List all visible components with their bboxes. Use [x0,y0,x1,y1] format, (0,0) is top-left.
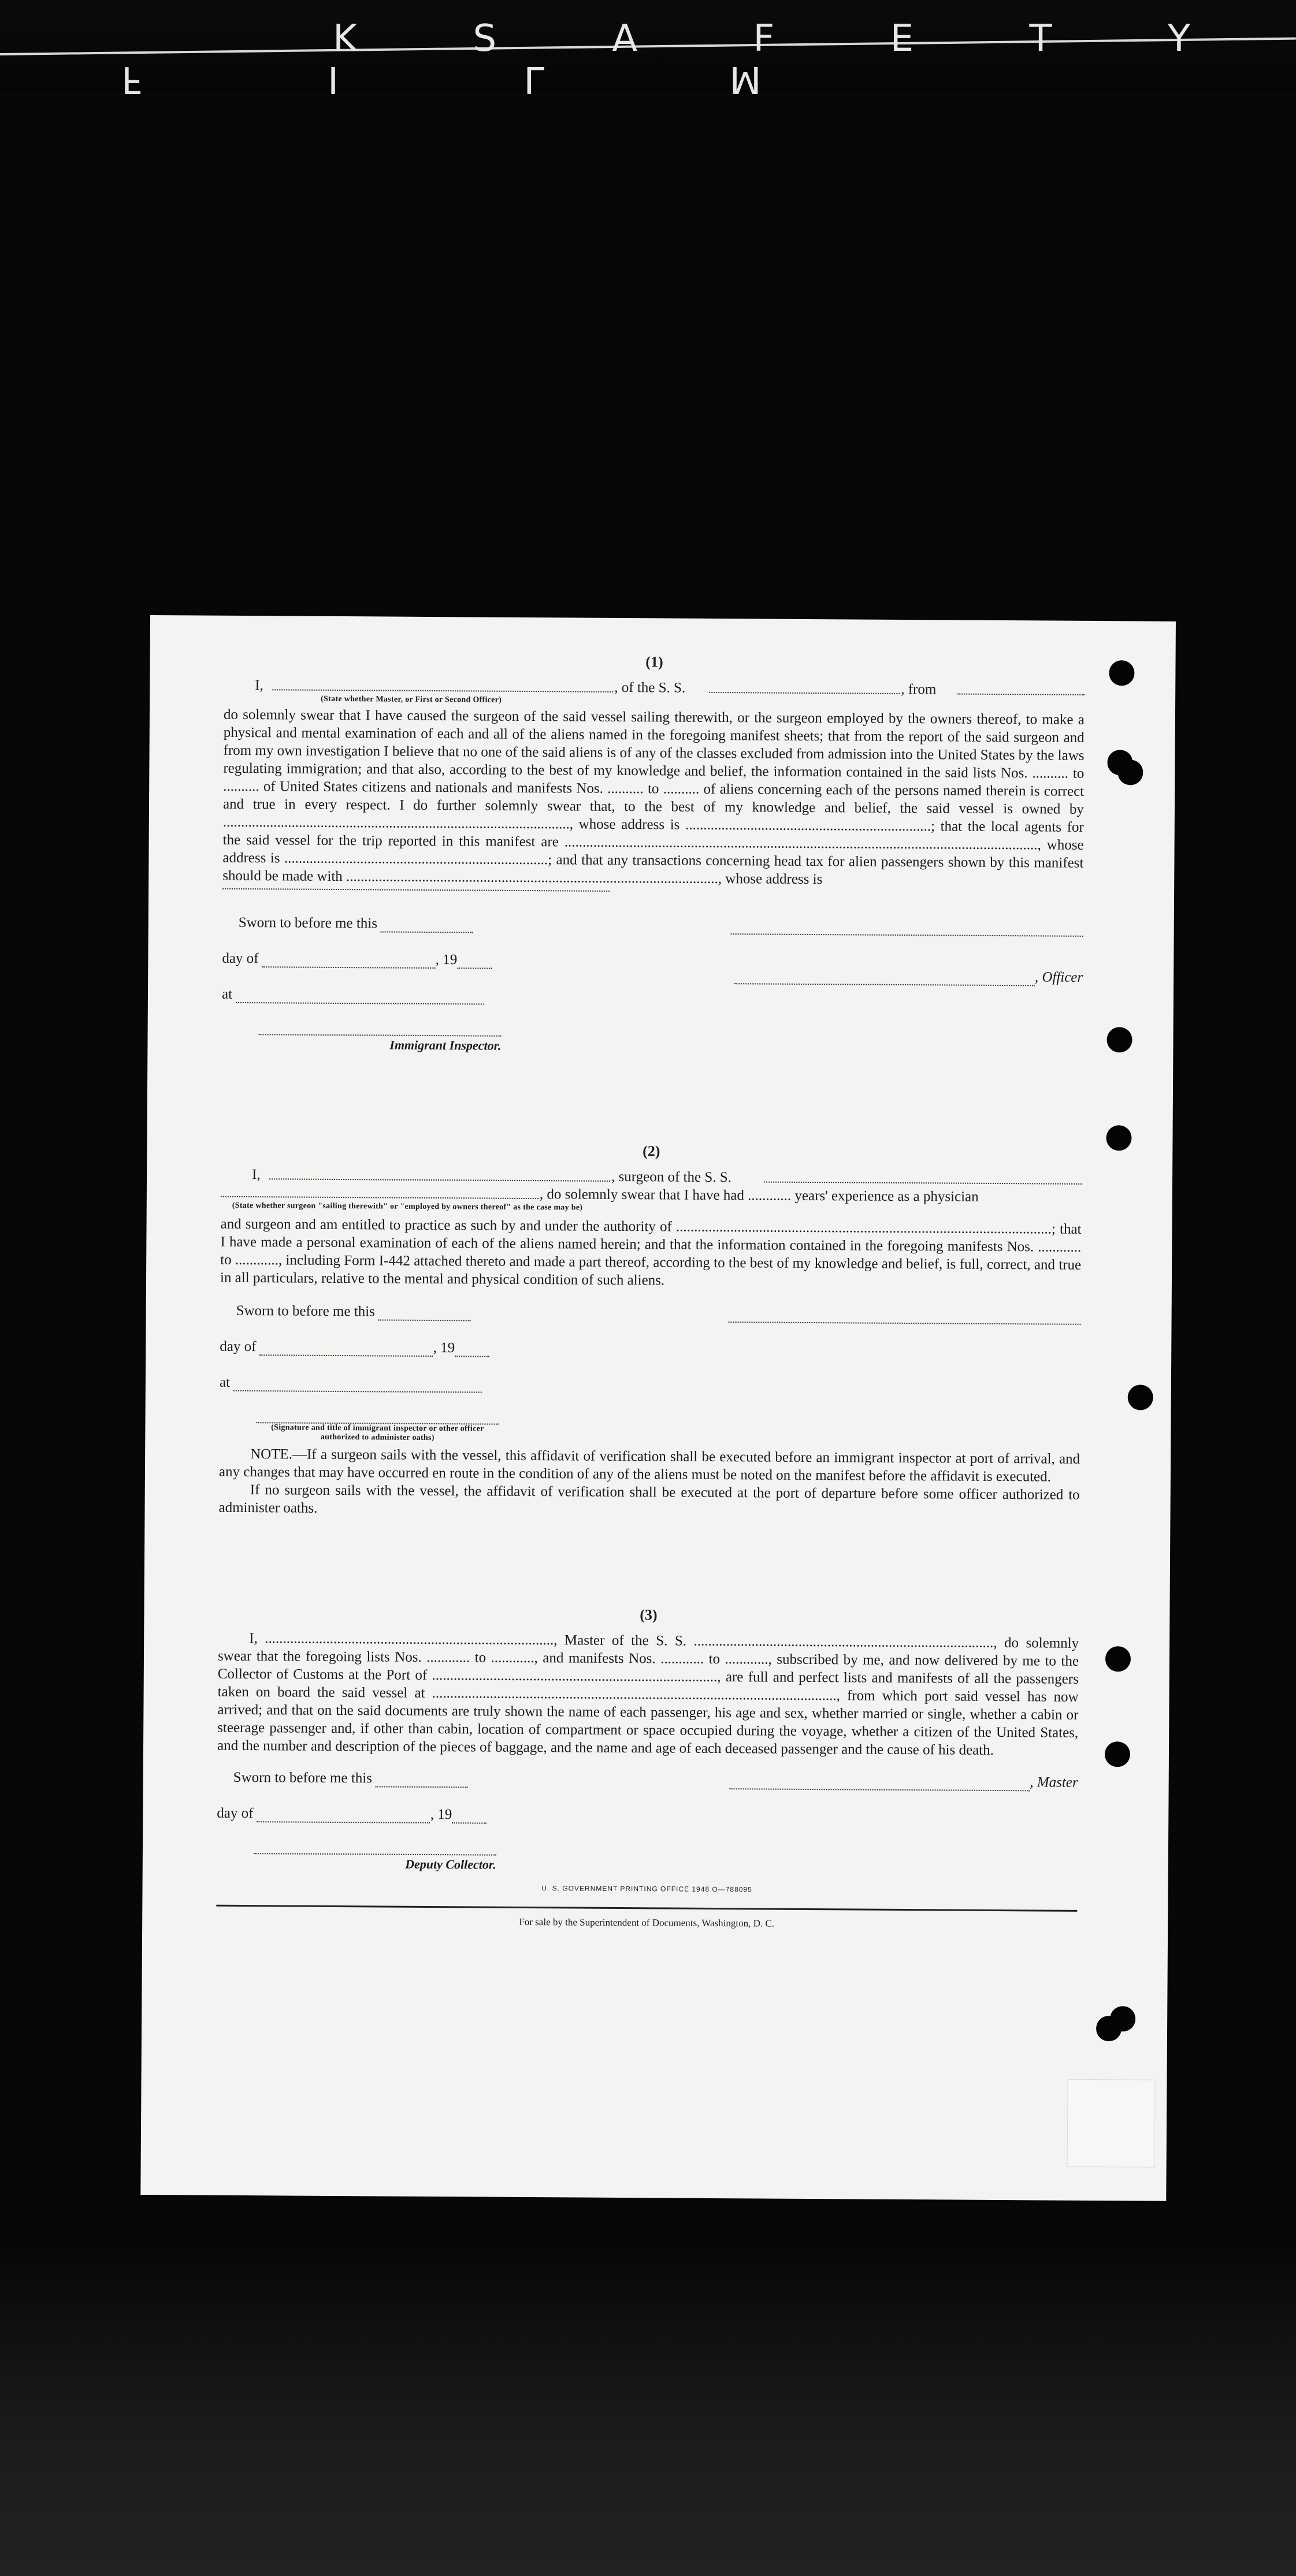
film-edge-markings [121,17,1277,100]
day-of-label: day of [220,1338,257,1355]
at-label: at [219,1374,231,1390]
film-bottom-area [0,2253,1296,2576]
section-2-at-row [220,1373,1080,1414]
note-1: NOTE.—If a surgeon sails with the vessel, this affidavit of verification shall be executed before an immigrant inspector at port of arrival, and any changes that may have occurred en route in the condition of any of the aliens must be noted on the manifest before the affidavit is executed. [218,1446,1080,1485]
film-top-marks: K S A F E T Y [333,17,1242,60]
year-blank [452,1810,487,1823]
surgeon-vessel-blank [764,1169,1082,1185]
punch-hole [1128,1384,1153,1410]
punch-hole [1105,1741,1130,1767]
collector-signature-blank [254,1840,496,1856]
note-2: If no surgeon sails with the vessel, the affidavit of verification shall be executed at the port of departure before some officer authorized to administer oaths. [218,1482,1080,1516]
punch-hole [1117,760,1143,785]
master-signature-blank [729,1775,1030,1791]
faint-stamp [1067,2079,1156,2168]
year-blank [455,1343,489,1357]
collector-signature [254,1840,496,1874]
officer-title-blank [734,970,1035,986]
at-label: at [221,986,233,1002]
day-of-blank [262,954,436,969]
officer-label: , Officer [1034,969,1083,985]
punch-hole [1096,2016,1122,2041]
section-1-sworn-row [222,914,1083,955]
year-label: , 19 [430,1807,452,1823]
section-1-i: I, [255,677,263,694]
punch-hole [1109,660,1134,686]
section-2-sworn-row [220,1302,1080,1343]
departure-port-blank [957,681,1085,695]
sworn-label: Sworn to before me this [236,1302,375,1320]
footer-rule [216,1905,1077,1912]
sworn-date-blank [376,1773,468,1788]
day-of-blank [260,1342,433,1357]
surgeon-status-blank [221,1183,539,1199]
master-label: , Master [1030,1774,1078,1790]
authorized-officer-blank [256,1409,499,1425]
section-3-day-row [217,1804,1078,1845]
punch-hole [1106,1027,1132,1052]
section-2-body: and surgeon and am entitled to practice as such by and under the authority of ........................................................................................................; that I have made a personal examination of each of the aliens named herein; and that the information contained in the foregoing manifests Nos. ............ to ............, including Form I-442 attached thereto and made a part thereof, according to the best of my knowledge and belief, is full, correct, and true in all particulars, relative to the mental and physical condition of such aliens. [220,1216,1082,1289]
inspector-signature-blank [259,1021,502,1037]
section-2-day-row [220,1338,1080,1379]
sale-notice: For sale by the Superintendent of Documents, Washington, D. C. [519,1916,775,1929]
section-2-surgeon-of: , surgeon of the S. S. [611,1168,732,1186]
sworn-label: Sworn to before me this [233,1769,373,1786]
sworn-date-blank [378,1306,471,1321]
section-3-sworn-row [217,1769,1078,1810]
gpo-imprint: U. S. GOVERNMENT PRINTING OFFICE 1948 O—788095 [541,1884,752,1894]
section-1-caption: (State whether Master, or First or Second Officer) [321,694,502,705]
surgeon-name-blank [269,1166,610,1182]
section-2-number: (2) [643,1142,660,1160]
manifest-affidavit-page [140,615,1176,2201]
officer-signature-blank [731,921,1083,937]
authorized-officer-signature [256,1409,499,1443]
at-place-blank [233,1378,482,1393]
officer-name-blank [272,676,613,693]
section-3-number: (3) [640,1606,658,1624]
punch-hole [1105,1646,1131,1672]
inspector-signature [258,1021,501,1055]
at-place-blank [236,989,484,1005]
collector-label: Deputy Collector. [405,1856,496,1872]
year-label: , 19 [433,1340,455,1356]
section-1-body: do solemnly swear that I have caused the surgeon of the said vessel sailing therewith, or the surgeon employed by the owners thereof, to make a physical and mental examination of each and all of the aliens named in the foregoing manifest sheets; that from the report of the said surgeon and from my own investigation I believe that no one of the said aliens is of any of the classes excluded from admission into the United States by the laws regulating immigration; and that also, according to the best of my knowledge and belief, the information contained in the said lists Nos. .......... to .......... of United States citizens and nationals and manifests Nos. .......... to .......... of aliens concerning each of the persons named therein is correct and true in every respect. I do further solemnly swear that, to the best of my knowledge and belief, the said vessel is owned by ................................................................................................, whose address is ....................................................................; that the local agents for the said vessel for the trip reported in this manifest are ..................................................................................................................................., whose address is .........................................................................; and that any transactions concerning head tax for alien passengers shown by this manifest should be made with ......................................................................................................., whose address is [222,706,1085,888]
day-of-label: day of [217,1805,254,1822]
sworn-date-blank [381,918,473,933]
section-1-from: , from [901,681,937,698]
surgeon-signature-blank [729,1309,1081,1325]
section-1-number: (1) [645,653,663,671]
day-of-label: day of [222,950,259,967]
sworn-label: Sworn to before me this [238,914,378,932]
punch-hole [1106,1125,1131,1151]
section-3-body: I, ................................................................................, Master of the S. S. ..................................................................................., do solemnly swear that the foregoing lists Nos. ............ to ............, and manifests Nos. ............ to ............, subscribed by me, and now delivered by me to the Collector of Customs at the Port of ..............................................................................., are full and perfect lists and manifests of all the passengers taken on board the said vessel at ................................................................................................................, from which port said vessel has now arrived; and that on the said documents are truly shown the name of each passenger, his age and sex, whether married or single, whether a cabin or steerage passenger and, if other than cabin, location of compartment or space occupied during the voyage, whether a citizen of the United States, and the number and description of the pieces of baggage, and the name and age of each deceased passenger and the cause of his death. [217,1631,1079,1758]
film-bottom-marks: F I L M [121,58,848,100]
day-of-blank [257,1808,430,1823]
sig-caption: (Signature and title of immigrant inspector or other officer authorized to administer oaths) [271,1423,484,1443]
section-1-at-row [222,985,1083,1026]
year-blank [457,955,492,969]
inspector-label: Immigrant Inspector. [389,1037,502,1053]
section-2-i: I, [252,1167,261,1183]
section-2-caption: (State whether surgeon "sailing therewith" or "employed by owners thereof" as the case may be) [232,1201,583,1212]
section-1-day-row [222,950,1083,991]
year-label: , 19 [435,952,458,968]
form-content [216,650,1085,1934]
section-1-of-ss: , of the S. S. [614,679,686,696]
section-2-experience: , do solemnly swear that I have had ............ years' experience as a physician [539,1186,979,1205]
vessel-name-blank [709,679,900,694]
